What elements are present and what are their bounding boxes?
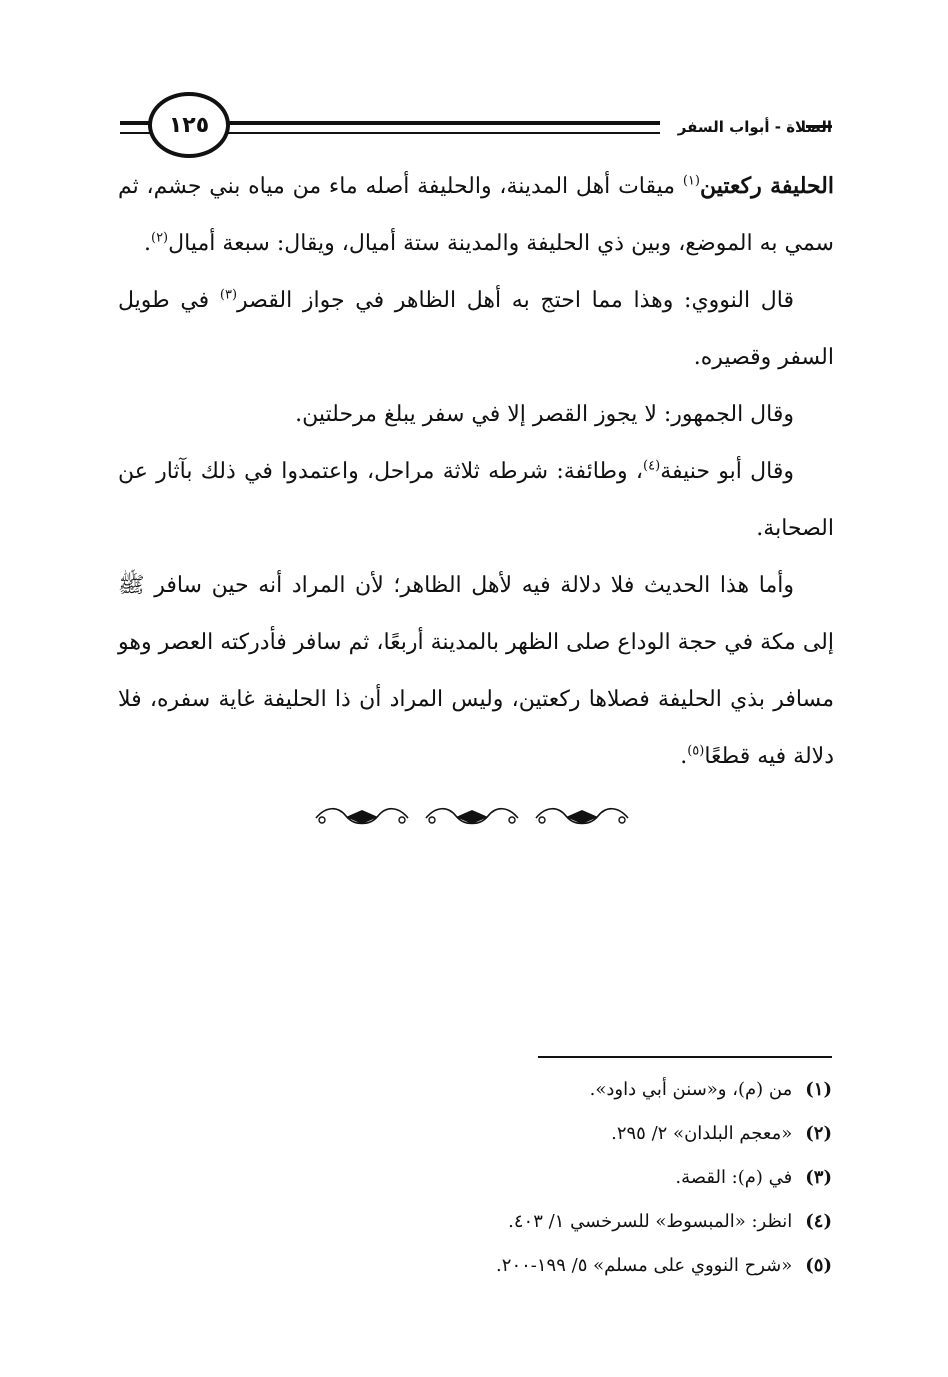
- footnote-number: (٢): [805, 1123, 832, 1144]
- footnote-ref-5[interactable]: (٥): [687, 743, 705, 759]
- paragraph-text: وقال أبو حنيفة: [660, 459, 795, 484]
- floral-ornament-icon: [422, 802, 522, 832]
- footnote-number: (١): [805, 1079, 832, 1100]
- footnote-text: «معجم البلدان» ٢/ ٢٩٥.: [611, 1123, 793, 1144]
- paragraph-text: وأما هذا الحديث فلا دلالة فيه لأهل الظاهر؛ لأن المراد أنه حين سافر ﷺ إلى مكة في حجة الوداع صلى الظهر بالمدينة أربعًا، ثم سافر فأدركته العصر وهو مسافر بذي الحليفة فصلاها ركعتين، وليس المراد أن ذا الحليفة غاية سفره، فلا دلالة فيه قطعًا: [118, 573, 834, 769]
- lead-words: الحليفة ركعتين: [699, 173, 834, 199]
- footnote-ref-2[interactable]: (٢): [150, 230, 169, 246]
- footnote-1: [380, 1068, 832, 1112]
- footnote-text: انظر: «المبسوط» للسرخسي ١/ ٤٠٣.: [508, 1211, 793, 1232]
- footnote-2: [380, 1112, 832, 1156]
- paragraph-end: .: [143, 231, 151, 256]
- footnote-separator: [538, 1056, 832, 1058]
- main-text: [118, 158, 834, 785]
- footnotes: [380, 1068, 832, 1288]
- paragraph-end: ، وطائفة: شرطه ثلاثة مراحل، واعتمدوا في ذلك بآثار عن الصحابة.: [118, 459, 834, 541]
- paragraph-text: ميقات أهل المدينة، والحليفة أصله ماء من مياه بني جشم، ثم سمي به الموضع، وبين ذي الحليفة والمدينة ستة أميال، ويقال: سبعة أميال: [118, 174, 834, 256]
- footnote-number: (٥): [805, 1255, 832, 1276]
- floral-divider-icon: [312, 800, 632, 834]
- floral-ornament-icon: [312, 802, 412, 832]
- paragraph-text: قال النووي: وهذا مما احتج به أهل الظاهر في جواز القصر: [237, 288, 795, 313]
- footnote-ref-3[interactable]: (٣): [219, 287, 238, 303]
- footnote-4: [380, 1200, 832, 1244]
- footnote-3: [380, 1156, 832, 1200]
- paragraph-5: [118, 557, 834, 785]
- footnote-ref-4[interactable]: (٤): [643, 458, 661, 474]
- footnote-5: [380, 1244, 832, 1288]
- footnote-number: (٣): [805, 1167, 832, 1188]
- paragraph-end: .: [680, 744, 688, 769]
- page-number: ١٢٥: [148, 92, 230, 158]
- running-title: الصلاة - أبواب السفر: [660, 114, 832, 140]
- footnote-text: من (م)، و«سنن أبي داود».: [589, 1079, 793, 1100]
- paragraph-4: [118, 443, 834, 557]
- floral-ornament-icon: [532, 802, 632, 832]
- paragraph-2: [118, 272, 834, 386]
- footnote-text: في (م): القصة.: [675, 1167, 793, 1188]
- header-title-dash: [806, 125, 832, 128]
- paragraph-3: وقال الجمهور: لا يجوز القصر إلا في سفر يبلغ مرحلتين.: [295, 402, 794, 427]
- paragraph-end: في طويل السفر وقصيره.: [118, 288, 834, 370]
- footnote-number: (٤): [805, 1211, 832, 1232]
- footnote-ref-1[interactable]: (١): [682, 173, 700, 189]
- footnote-text: «شرح النووي على مسلم» ٥/ ١٩٩-٢٠٠.: [496, 1255, 793, 1276]
- paragraph-1: [118, 158, 834, 272]
